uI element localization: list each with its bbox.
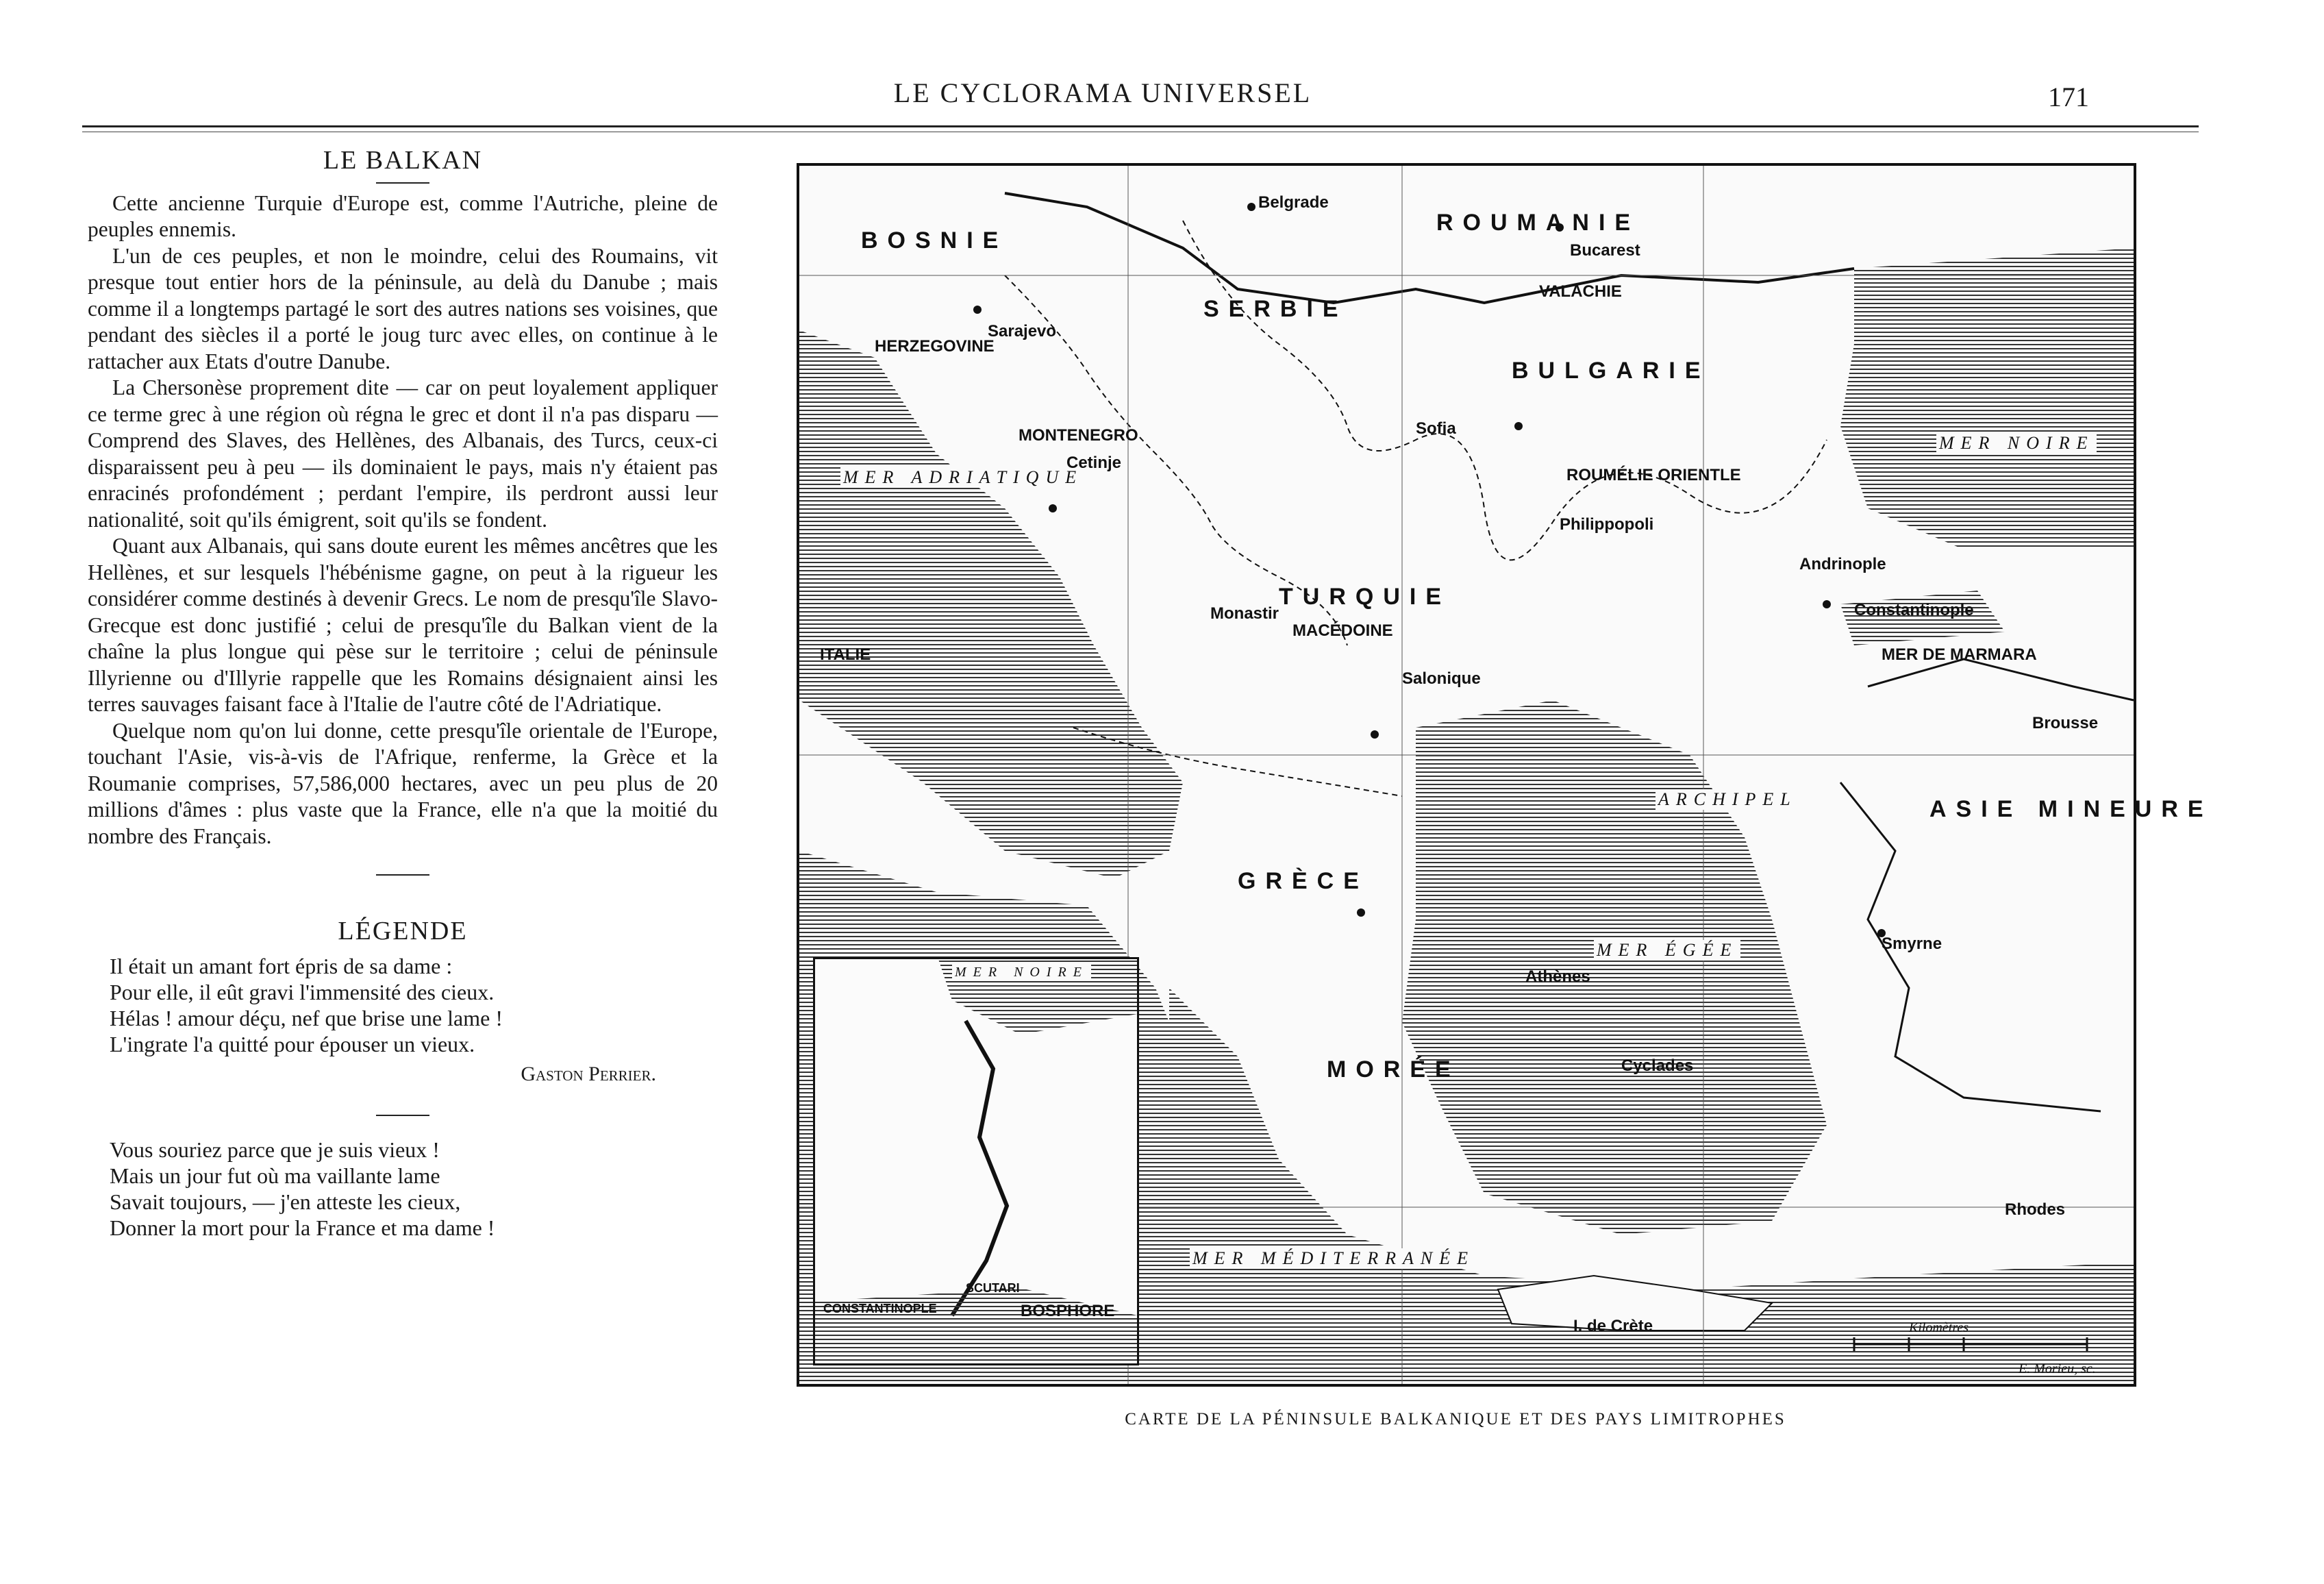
legend-poem	[88, 918, 718, 1241]
sea-adriatic	[799, 330, 1183, 878]
engraver-credit: E. Morieu, sc.	[2019, 1361, 2096, 1376]
header-rule	[82, 125, 2199, 127]
article-paragraph: La Chersonèse proprement dite — car on peut loyalement appliquer ce terme grec à une région où régna le grec et dont il n'a pas disparu — Comprend des Slaves, des Hellènes, des Albanais, des Turcs, ceux-ci disparaissent peu à peu — ils dominaient le pays, mais n'y étaient pas enracinés profondément ; perdant l'empire, ils perdront aussi leur nationalité, soit qu'ils émigrent, soit qu'ils se fondent.	[88, 375, 718, 532]
city-label: Cetinje	[1066, 454, 1122, 472]
poem-line: Mais un jour fut où ma vaillante lame	[110, 1163, 440, 1188]
city-label: Constantinople	[1854, 601, 1974, 619]
border-line	[1183, 221, 1827, 560]
city-label: Philippopoli	[1560, 515, 1654, 534]
sea-label: MER ADRIATIQUE	[840, 467, 1086, 488]
region-label: MONTENEGRO	[1019, 426, 1138, 445]
poem-line: L'ingrate l'a quitté pour épouser un vieux.	[110, 1031, 475, 1056]
city-label: Rhodes	[2005, 1200, 2066, 1219]
city-label: Belgrade	[1258, 193, 1329, 212]
poem-stanza-2	[88, 1137, 718, 1241]
article-paragraph: Quant aux Albanais, qui sans doute eurent les mêmes ancêtres que les Hellènes, et sur lesquels l'hébénisme gagne, on peut à la rigueur les considérer comme destinés à devenir Grecs. Le nom de presqu'île Slavo-Grecque est donc justifié ; celui de presqu'île du Balkan vient de la chaîne la plus longue qui pèse sur le territoire ; celui de péninsule Illyrienne ou d'Illyrie rappelle que les Romains désignaient ainsi les terres sauvages faisant face à l'Italie de l'autre côté de l'Adriatique.	[88, 534, 718, 716]
article-paragraph: Cette ancienne Turquie d'Europe est, comme l'Autriche, pleine de peuples ennemis.	[88, 190, 718, 241]
region-label: MORÉE	[1327, 1056, 1460, 1082]
region-label: TURQUIE	[1279, 584, 1451, 610]
region-label: GRÈCE	[1238, 868, 1369, 894]
sea-label: MER DE MARMARA	[1882, 645, 2037, 664]
poem-line: Il était un amant fort épris de sa dame :	[110, 953, 453, 978]
city-label: Salonique	[1402, 669, 1481, 688]
city-label: Monastir	[1210, 604, 1279, 623]
city-label: Sarajevo	[988, 322, 1057, 341]
city-label: Bucarest	[1570, 241, 1640, 260]
sea-aegean	[1402, 700, 1827, 1235]
sea-label: MER ÉGÉE	[1594, 940, 1740, 961]
section-divider	[376, 874, 429, 876]
region-label: BOSNIE	[861, 227, 1008, 253]
inset-title: BOSPHORE	[1021, 1302, 1115, 1320]
city-label: I. de Crète	[1573, 1317, 1653, 1335]
poem-line: Vous souriez parce que je suis vieux !	[110, 1137, 440, 1162]
article-paragraph: L'un de ces peuples, et non le moindre, celui des Roumains, vit presque tout entier hors de la péninsule, au delà du Danube ; mais comme il a longtemps partagé le sort des autres nations ses voisines, que pendant des siècles il a porté le joug turc avec elles, on continue à le rattacher aux Etats d'outre Danube.	[88, 243, 718, 373]
region-label: ASIE MINEURE	[1929, 796, 2213, 822]
region-label: ROUMANIE	[1436, 210, 1640, 236]
inset-sea-marmara	[815, 1288, 1137, 1363]
balkan-map	[797, 163, 2213, 1387]
region-label: VALACHIE	[1539, 282, 1622, 301]
poem-divider	[376, 1115, 429, 1116]
poem-line: Donner la mort pour la France et ma dame !	[110, 1215, 495, 1240]
map-caption: CARTE DE LA PÉNINSULE BALKANIQUE ET DES PAYS LIMITROPHES	[1125, 1410, 1786, 1428]
sea-label: ARCHIPEL	[1655, 789, 1800, 810]
river-danube	[1005, 193, 1854, 303]
region-label: MACÉDOINE	[1292, 621, 1393, 640]
city-label: Smyrne	[1882, 935, 1942, 953]
city-label: Athènes	[1525, 967, 1590, 986]
article-title: LE BALKAN	[323, 146, 483, 175]
sea-label: MER MÉDITERRANÉE	[1190, 1248, 1477, 1269]
sea-label: MER NOIRE	[1936, 433, 2097, 454]
inset-bosphorus-strait	[952, 1021, 1007, 1315]
poem-line: Savait toujours, — j'en atteste les cieux,	[110, 1189, 461, 1214]
city-label: Cyclades	[1621, 1056, 1694, 1075]
poem-line: Hélas ! amour déçu, nef que brise une lame !	[110, 1005, 503, 1030]
city-label: Andrinople	[1799, 555, 1886, 573]
bosphorus-inset	[813, 957, 1139, 1365]
inset-label: SCUTARI	[966, 1281, 1020, 1295]
region-label: BULGARIE	[1512, 358, 1710, 384]
region-label: SERBIE	[1203, 296, 1348, 322]
running-title: LE CYCLORAMA UNIVERSEL	[893, 77, 1312, 108]
city-label: Brousse	[2032, 714, 2099, 732]
article-paragraph: Quelque nom qu'on lui donne, cette presqu'île orientale de l'Europe, touchant l'Asie, vis-à-vis de l'Afrique, renferme, la Grèce et la Roumanie comprises, 57,586,000 hectares, avec un peu plus de 20 millions d'âmes : plus vaste que la France, elle n'a que la moitié du nombre des Français.	[88, 718, 718, 848]
title-rule	[376, 182, 429, 184]
region-label: ITALIE	[820, 645, 871, 664]
region-label: HERZEGOVINE	[875, 337, 995, 356]
page-number: 171	[2048, 82, 2089, 112]
poem-author: Gaston Perrier.	[521, 1062, 656, 1085]
article-column	[88, 147, 718, 1241]
scale-label: Kilomètres	[1909, 1320, 1969, 1335]
page-header	[0, 0, 2324, 137]
poem-title: LÉGENDE	[338, 917, 468, 945]
sea-black	[1840, 248, 2134, 549]
poem-line: Pour elle, il eût gravi l'immensité des cieux.	[110, 979, 495, 1004]
inset-label: CONSTANTINOPLE	[823, 1302, 937, 1315]
region-label: ROUMÉLIE ORIENTLE	[1566, 466, 1741, 484]
inset-label: MER NOIRE	[952, 965, 1091, 980]
city-label: Sofia	[1416, 419, 1456, 438]
